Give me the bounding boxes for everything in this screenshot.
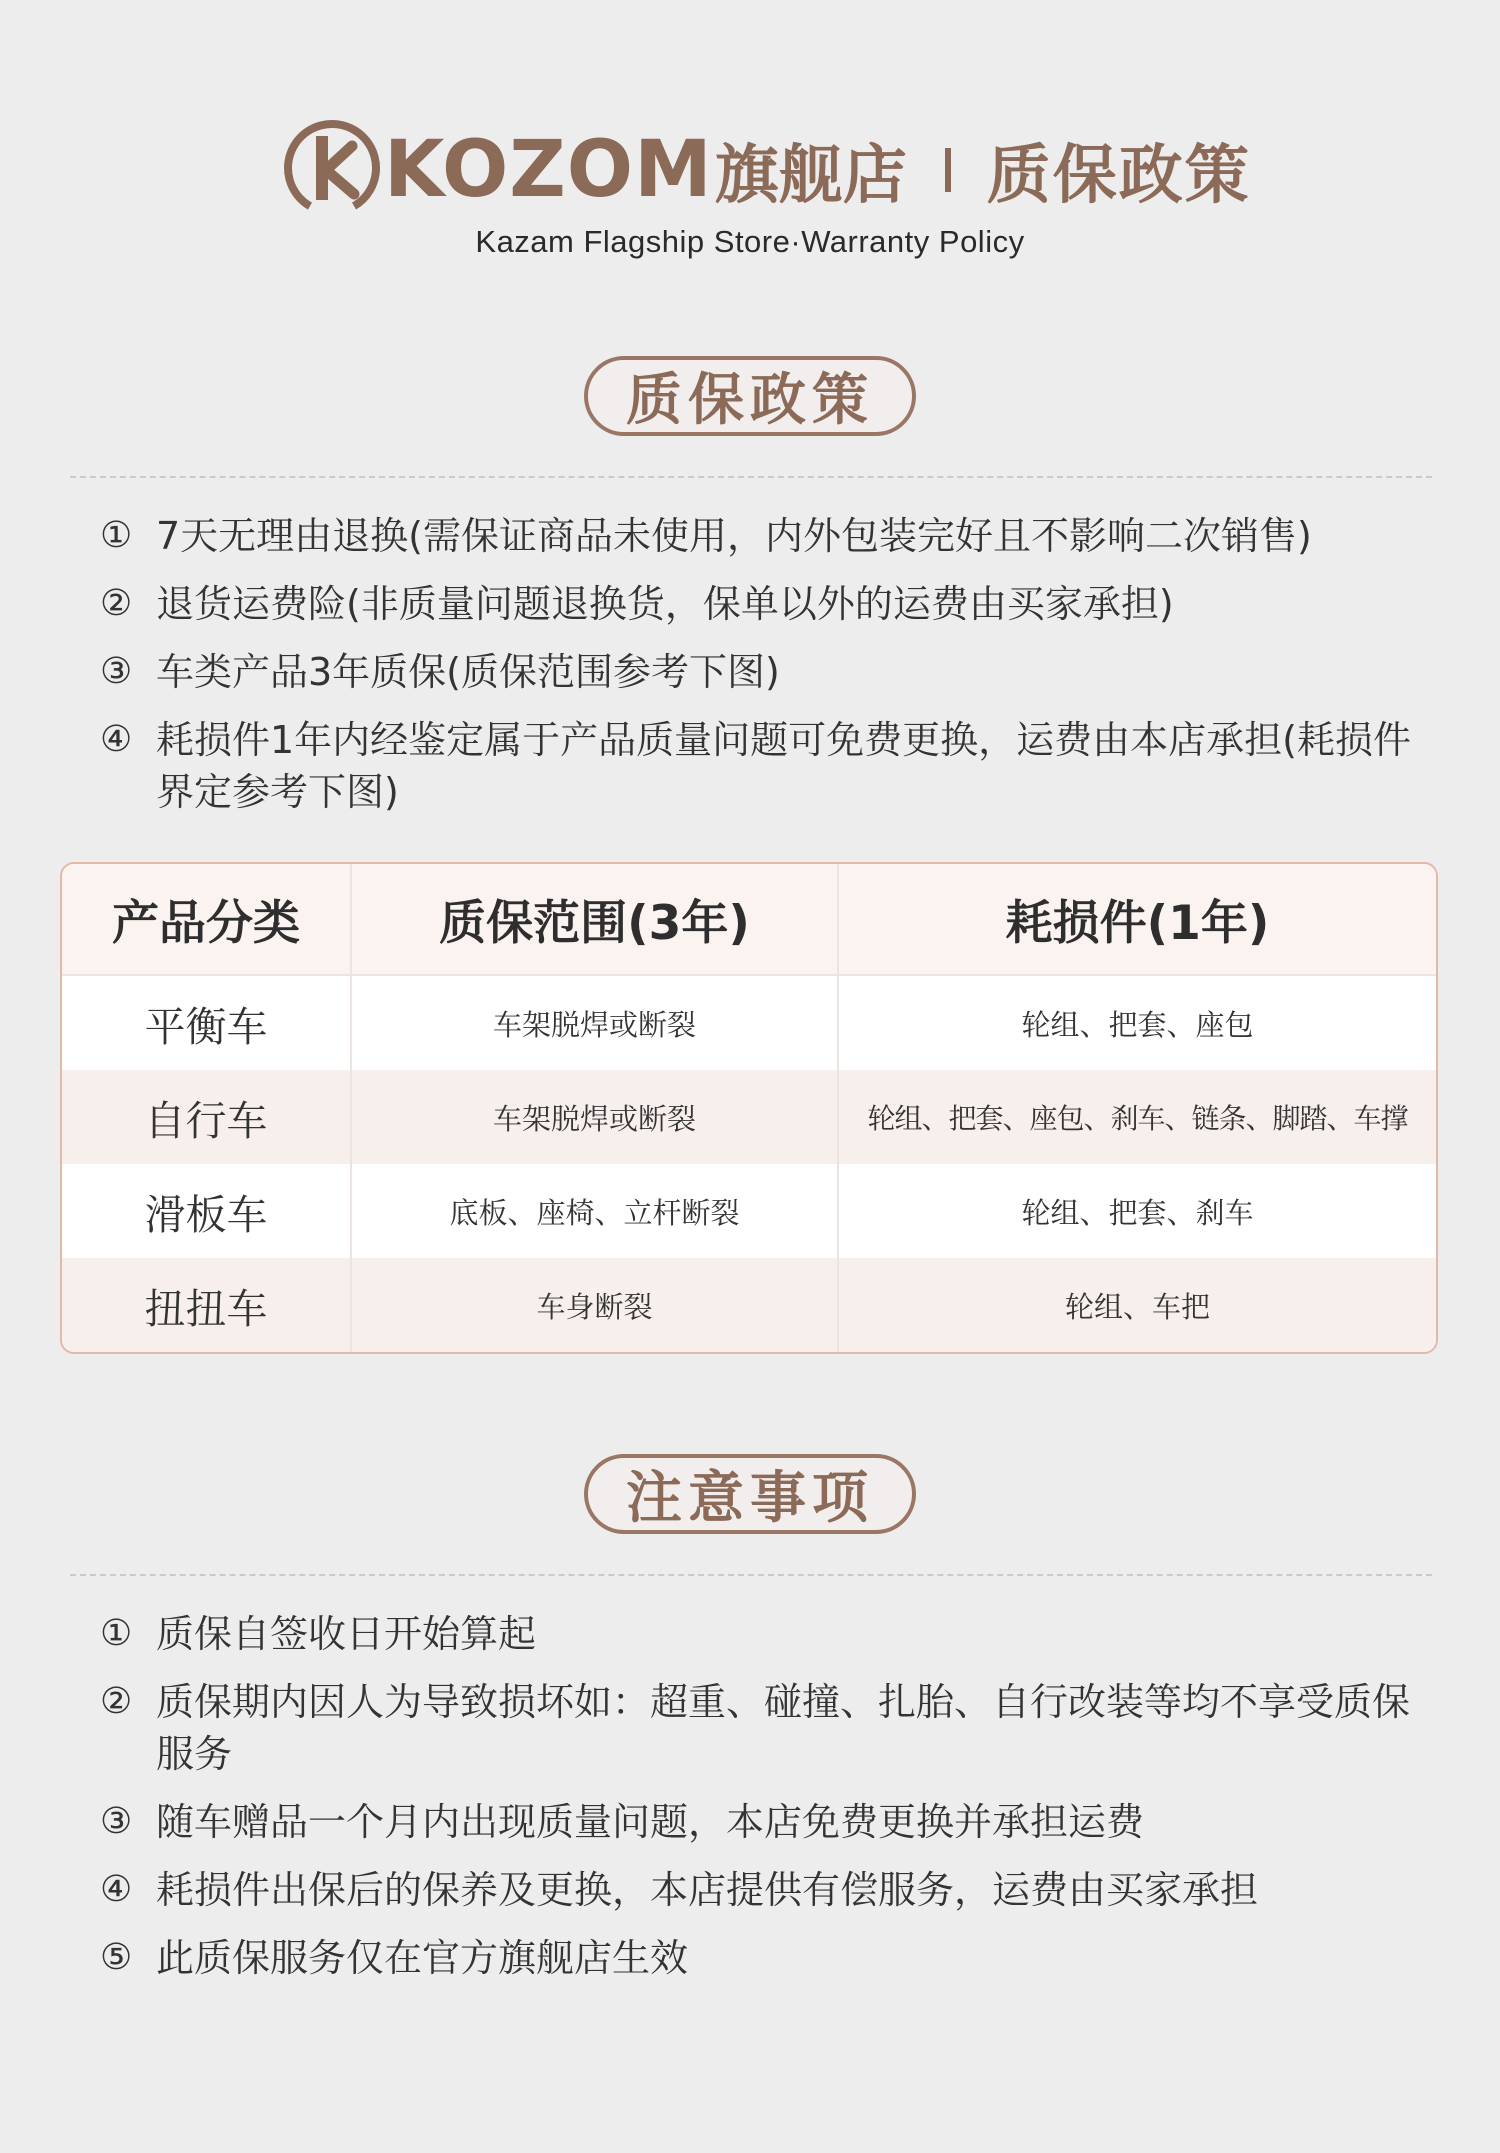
table-header-row [62,864,1436,976]
table-cell-category: 自行车 [144,1096,268,1145]
table-cell-category: 平衡车 [144,1002,268,1051]
table-header-cell: 质保范围(3年) [350,864,837,974]
warranty-list [100,510,1430,818]
notes-list [100,1608,1430,1984]
item-text: 车类产品3年质保(质保范围参考下图) [156,650,780,694]
item-text: 随车赠品一个月内出现质量问题，本店免费更换并承担运费 [156,1800,1145,1844]
notes-section-title: 注意事项 [584,1454,916,1534]
table-cell-warranty: 车架脱焊或断裂 [350,1070,837,1164]
table-cell-consumables: 轮组、把套、刹车 [837,1164,1436,1258]
table-header-cell: 产品分类 [112,895,300,951]
item-number: ① [100,515,133,556]
table-row [62,976,1436,1070]
brand-wordmark: KOZOM [384,125,713,215]
table-header-cell: 耗损件(1年) [837,864,1436,974]
item-number: ② [100,583,133,624]
warranty-table [60,862,1438,1354]
item-number: ① [100,1613,133,1654]
section-divider [70,1574,1432,1576]
header [0,112,1500,262]
item-text: 7天无理由退换(需保证商品未使用，内外包装完好且不影响二次销售) [156,514,1312,558]
table-cell-category: 扭扭车 [144,1284,268,1333]
table-row [62,1258,1436,1352]
item-text: 退货运费险(非质量问题退换货，保单以外的运费由买家承担) [156,582,1174,626]
list-item [100,1676,1430,1780]
item-number: ④ [100,719,133,760]
kazam-logo-icon [282,118,382,218]
table-cell-consumables: 轮组、把套、座包 [837,976,1436,1070]
store-label: 旗舰店 [714,139,907,213]
table-row [62,1070,1436,1164]
table-cell-warranty: 车架脱焊或断裂 [350,976,837,1070]
item-number: ③ [100,651,133,692]
title-separator [945,148,951,192]
list-item [100,1932,1430,1984]
item-number: ③ [100,1801,133,1842]
item-number: ④ [100,1869,133,1910]
item-text: 质保自签收日开始算起 [156,1612,537,1656]
list-item [100,578,1430,630]
item-text: 耗损件1年内经鉴定属于产品质量问题可免费更换，运费由本店承担(耗损件界定参考下图) [156,718,1412,814]
list-item [100,1608,1430,1660]
item-number: ② [100,1681,133,1722]
policy-label: 质保政策 [986,139,1251,213]
item-number: ⑤ [100,1937,133,1978]
table-cell-consumables: 轮组、把套、座包、刹车、链条、脚踏、车撑 [837,1070,1436,1164]
table-cell-warranty: 底板、座椅、立杆断裂 [350,1164,837,1258]
list-item [100,714,1430,818]
list-item [100,1864,1430,1916]
table-cell-warranty: 车身断裂 [350,1258,837,1352]
list-item [100,510,1430,562]
table-row [62,1164,1436,1258]
brand-title [384,120,1251,220]
list-item [100,1796,1430,1848]
table-cell-consumables: 轮组、车把 [837,1258,1436,1352]
header-subtitle: Kazam Flagship Store·Warranty Policy [475,224,1025,259]
list-item [100,646,1430,698]
item-text: 耗损件出保后的保养及更换，本店提供有偿服务，运费由买家承担 [156,1868,1259,1912]
item-text: 此质保服务仅在官方旗舰店生效 [156,1936,689,1980]
item-text: 质保期内因人为导致损坏如：超重、碰撞、扎胎、自行改装等均不享受质保服务 [156,1680,1411,1776]
warranty-section-title: 质保政策 [584,356,916,436]
table-cell-category: 滑板车 [144,1190,268,1239]
section-divider [70,476,1432,478]
